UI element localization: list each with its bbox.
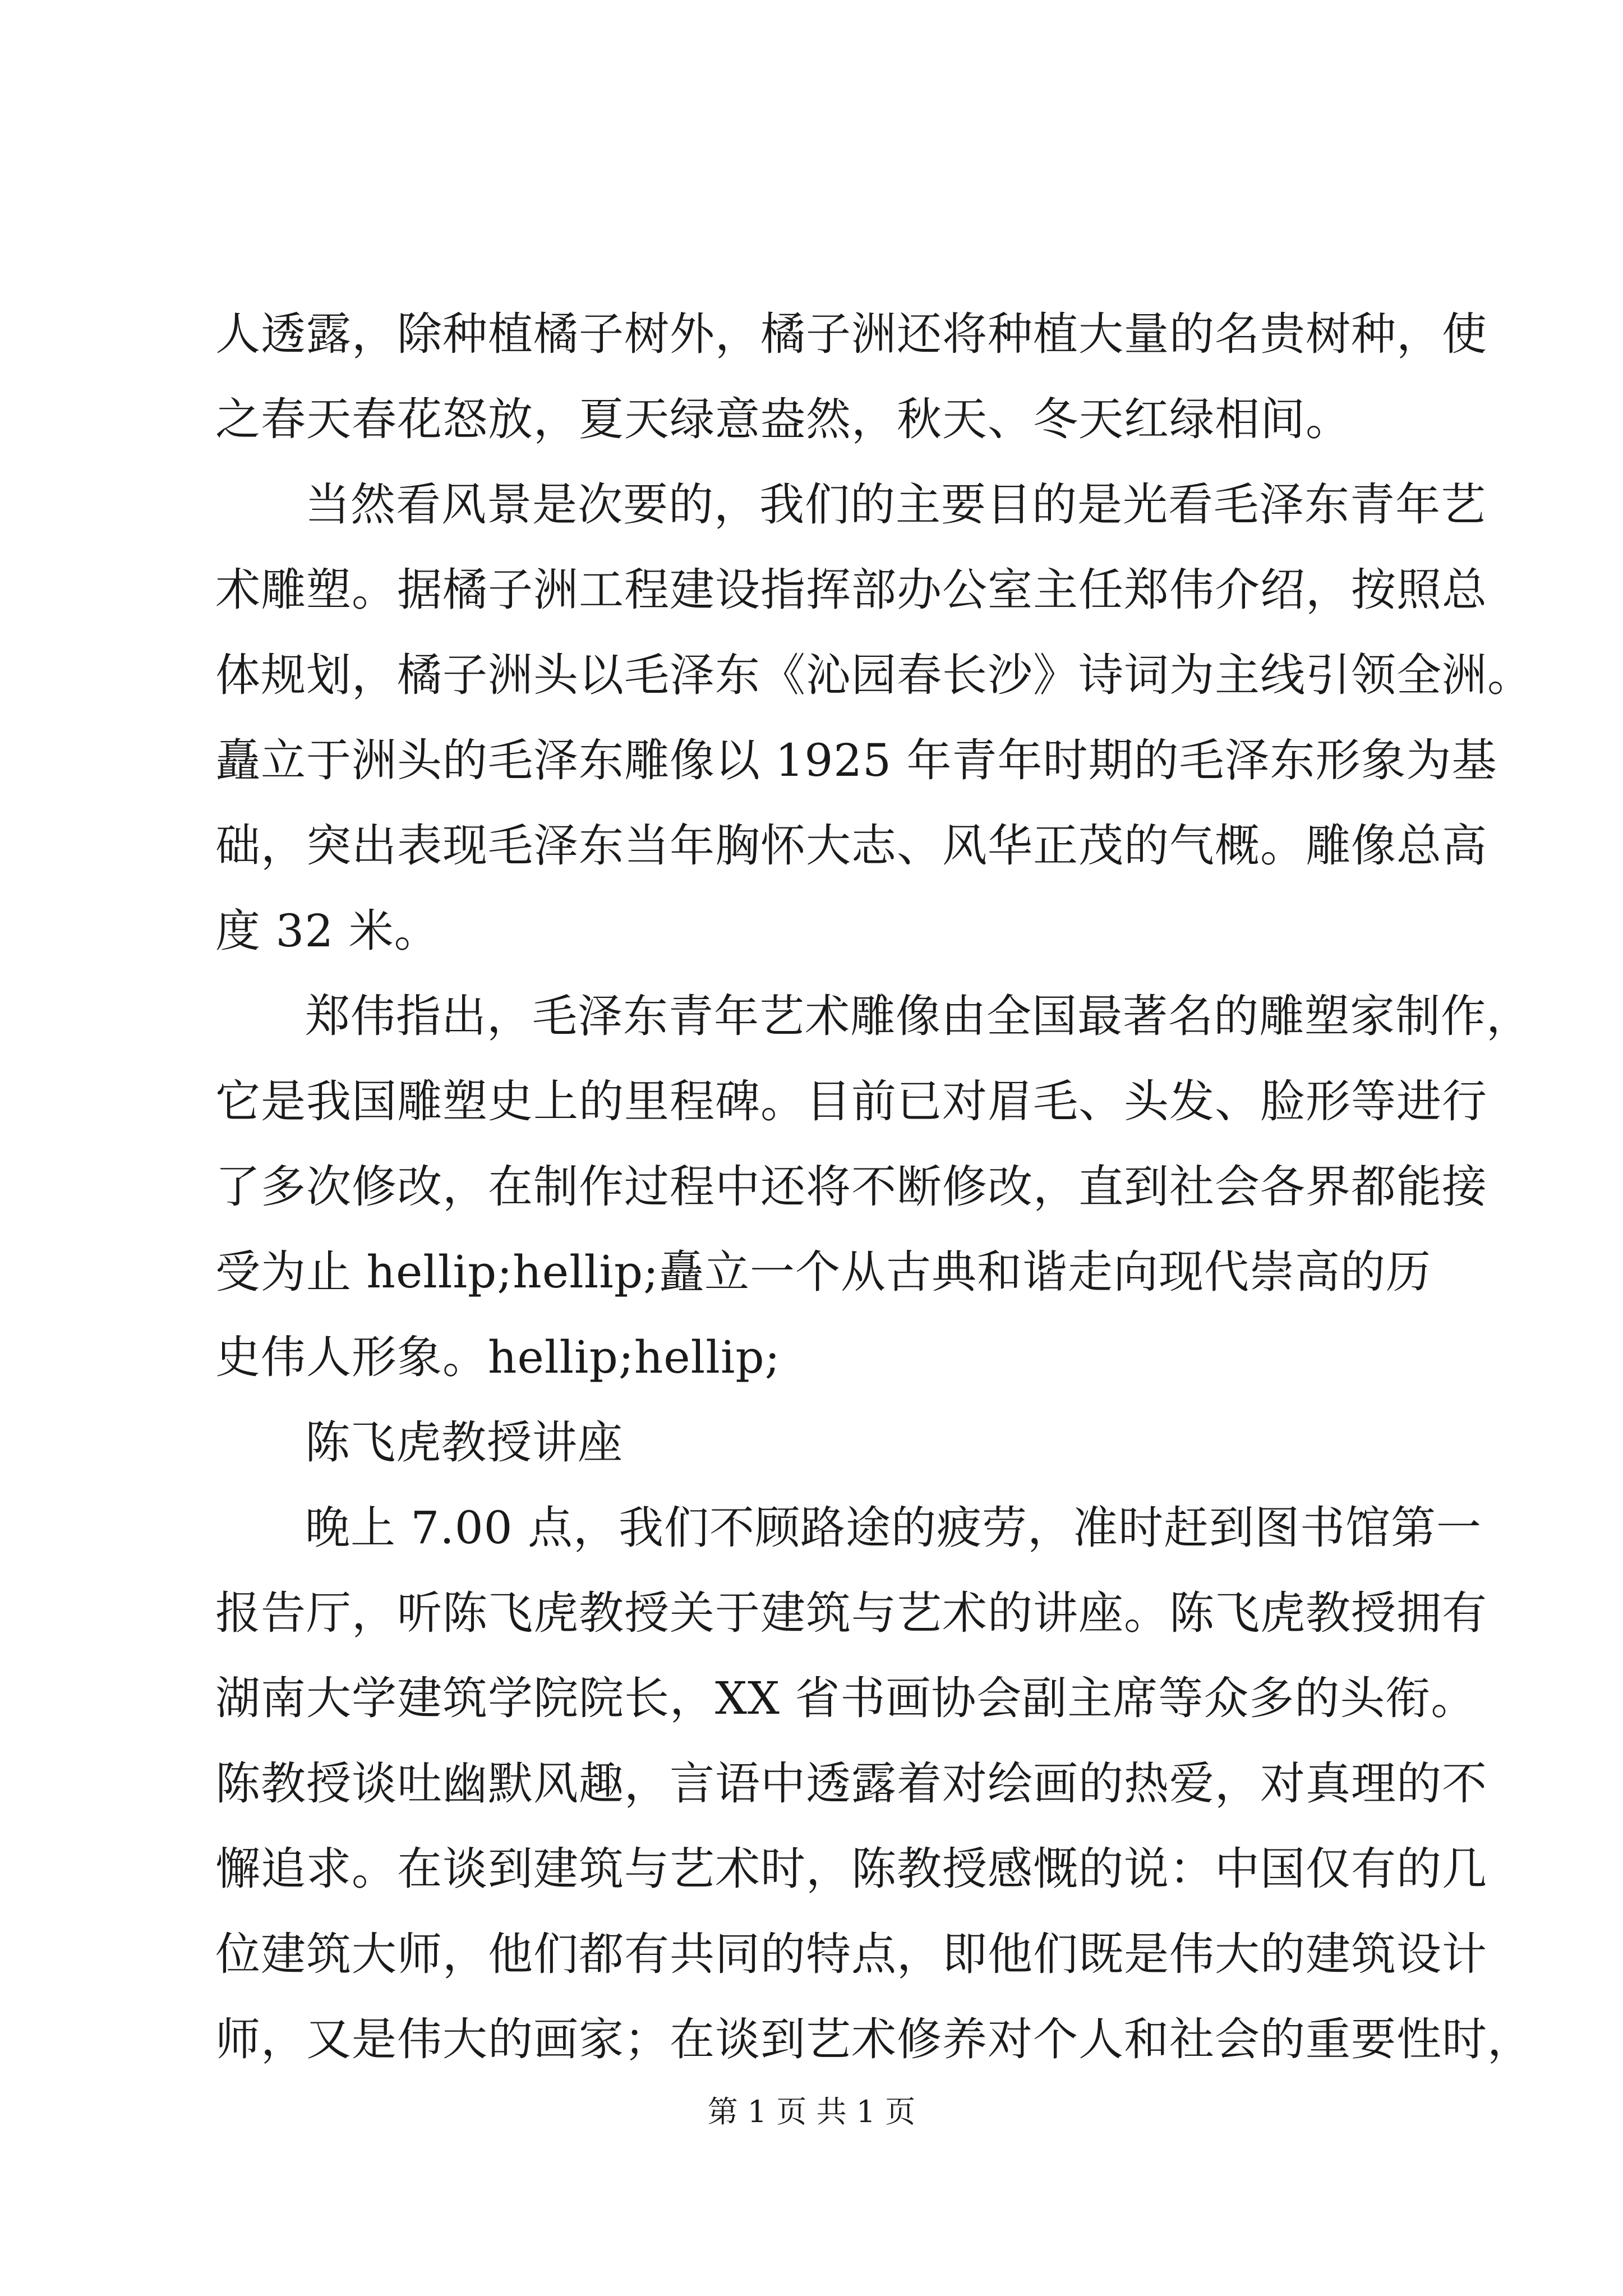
text-line: 懈追求。在谈到建筑与艺术时，陈教授感慨的说：中国仅有的几 <box>215 1843 1487 1895</box>
text-line: 度 32 米。 <box>215 905 440 957</box>
text-line: 之春天春花怒放，夏天绿意盎然，秋天、冬天红绿相间。 <box>215 393 1351 445</box>
paragraph-first-line: 郑伟指出，毛泽东青年艺术雕像由全国最著名的雕塑家制作， <box>305 990 1532 1042</box>
page-number-footer: 第 1 页 共 1 页 <box>707 2094 916 2129</box>
text-line: 师，又是伟大的画家；在谈到艺术修养对个人和社会的重要性时， <box>215 2013 1533 2065</box>
text-line: 它是我国雕塑史上的里程碑。目前已对眉毛、头发、脸形等进行 <box>215 1075 1487 1128</box>
paragraph-first-line: 当然看风景是次要的，我们的主要目的是光看毛泽东青年艺 <box>305 478 1486 531</box>
text-line: 础，突出表现毛泽东当年胸怀大志、风华正茂的气概。雕像总高 <box>215 820 1487 872</box>
text-line: 术雕塑。据橘子洲工程建设指挥部办公室主任郑伟介绍，按照总 <box>215 564 1487 616</box>
paragraph-first-line: 晚上 7.00 点，我们不顾路途的疲劳，准时赶到图书馆第一 <box>305 1502 1482 1554</box>
text-line: 人透露，除种植橘子树外，橘子洲还将种植大量的名贵树种，使 <box>215 308 1487 360</box>
text-line: 体规划，橘子洲头以毛泽东《沁园春长沙》诗词为主线引领全洲。 <box>215 649 1533 701</box>
text-line: 了多次修改，在制作过程中还将不断修改，直到社会各界都能接 <box>215 1161 1487 1213</box>
text-line: 受为止 hellip;hellip;矗立一个从古典和谐走向现代崇高的历 <box>215 1246 1432 1298</box>
text-line: 位建筑大师，他们都有共同的特点，即他们既是伟大的建筑设计 <box>215 1928 1487 1980</box>
text-line: 报告厅，听陈飞虎教授关于建筑与艺术的讲座。陈飞虎教授拥有 <box>215 1587 1487 1639</box>
text-line: 湖南大学建筑学院院长，XX 省书画协会副主席等众多的头衔。 <box>215 1672 1477 1724</box>
text-line: 陈教授谈吐幽默风趣，言语中透露着对绘画的热爱，对真理的不 <box>215 1757 1487 1810</box>
section-heading: 陈飞虎教授讲座 <box>305 1416 623 1469</box>
text-line: 矗立于洲头的毛泽东雕像以 1925 年青年时期的毛泽东形象为基 <box>215 734 1497 786</box>
text-line: 史伟人形象。hellip;hellip; <box>215 1331 781 1383</box>
document-body <box>215 292 1533 2082</box>
